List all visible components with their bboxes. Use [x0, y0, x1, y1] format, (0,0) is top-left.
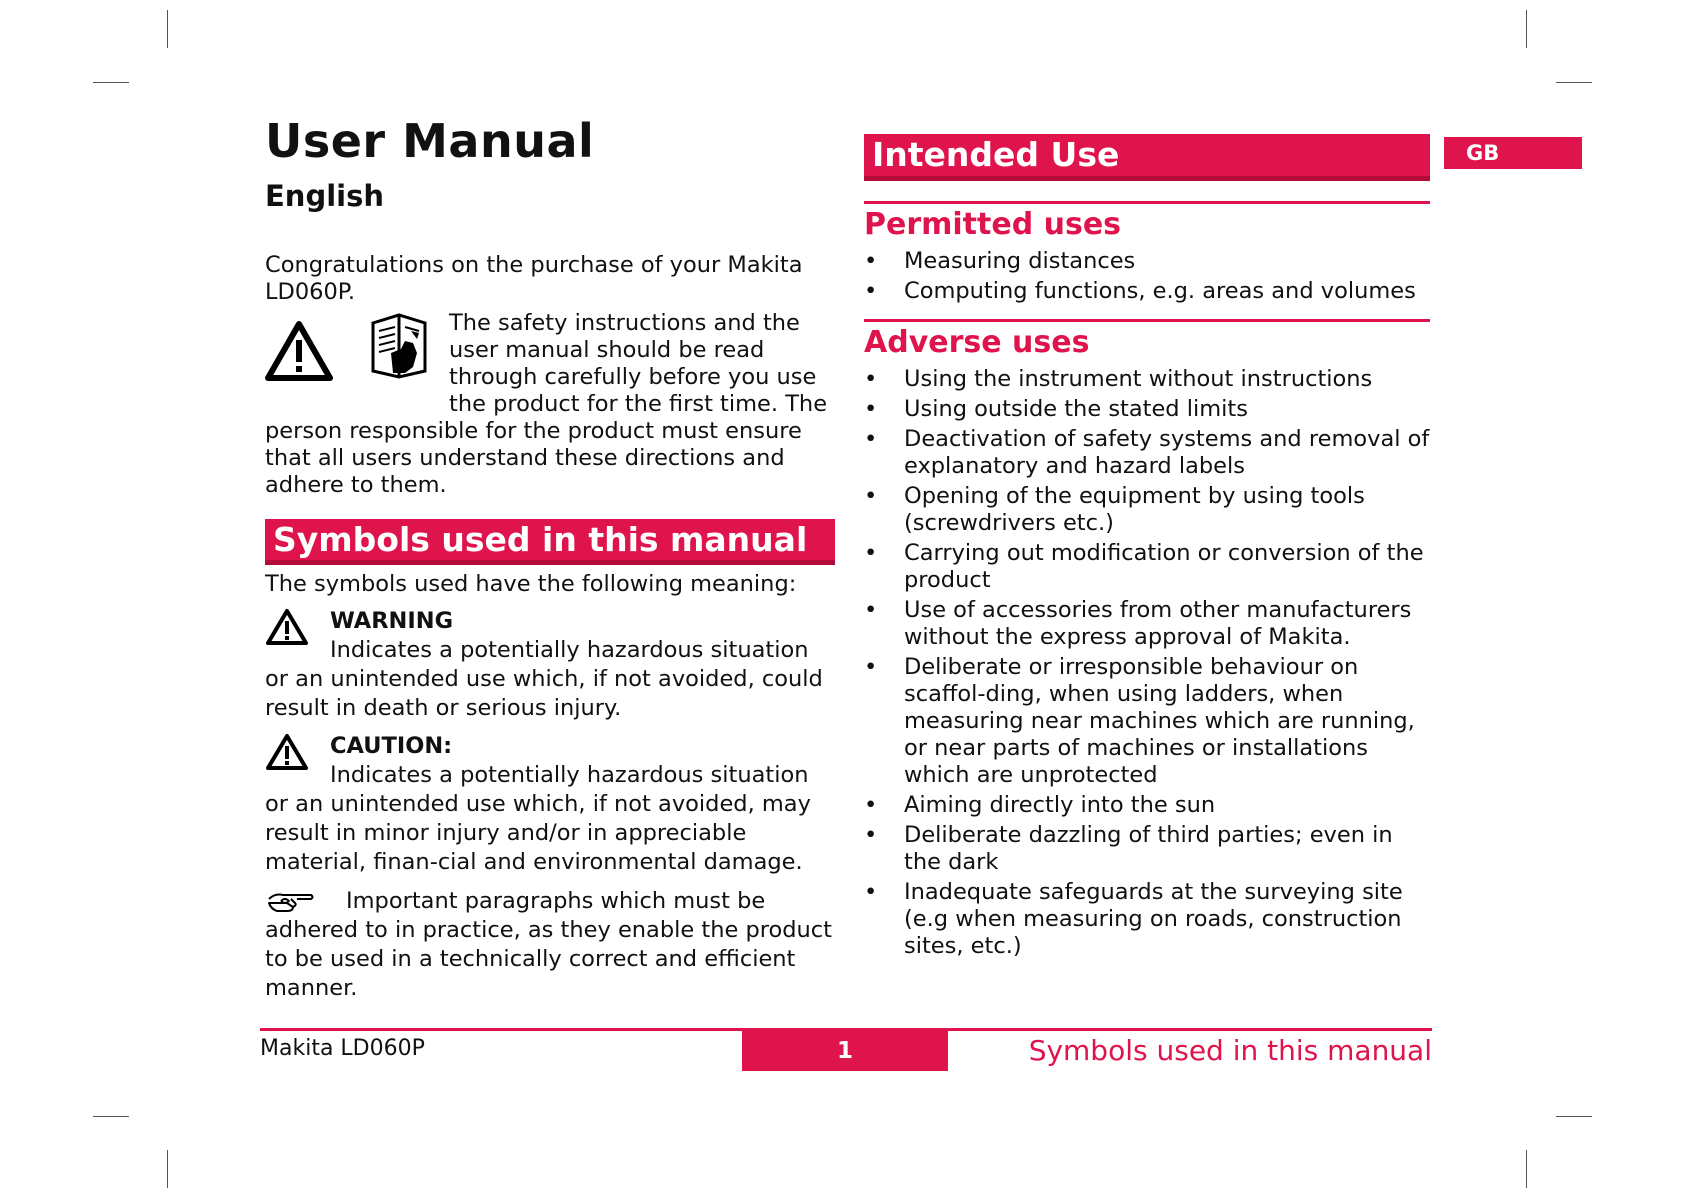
list-item: • Deliberate dazzling of third parties; even in the dark	[864, 822, 1430, 876]
language-tab: GB	[1444, 137, 1582, 169]
list-item: • Inadequate safeguards at the surveying site (e.g when measuring on roads, construction sites, etc.)	[864, 879, 1430, 960]
section-divider	[864, 319, 1430, 322]
symbols-intro: The symbols used have the following meaning:	[265, 571, 797, 597]
list-item: • Aiming directly into the sun	[864, 792, 1430, 819]
right-column	[864, 134, 1430, 963]
permitted-uses-list	[864, 248, 1430, 305]
footer-section-title: Symbols used in this manual	[1028, 1034, 1432, 1067]
intro-congrats: Congratulations on the purchase of your Makita LD060P.	[265, 252, 803, 305]
list-item: • Carrying out modification or conversion of the product	[864, 540, 1430, 594]
list-item: • Using the instrument without instructions	[864, 366, 1430, 393]
safety-instructions-text: The safety instructions and the user manual should be read through carefully before you use the product for the first time. The	[449, 310, 828, 417]
list-item: • Computing functions, e.g. areas and volumes	[864, 278, 1430, 305]
list-item: • Opening of the equipment by using tools (screwdrivers etc.)	[864, 483, 1430, 537]
list-item: • Use of accessories from other manufacturers without the express approval of Makita.	[864, 597, 1430, 651]
adverse-uses-list	[864, 366, 1430, 960]
symbols-section-heading: Symbols used in this manual	[265, 519, 835, 565]
language-subtitle: English	[265, 179, 385, 213]
crop-mark	[93, 82, 129, 83]
note-text: Important paragraphs which must be adhered to in practice, as they enable the product to be used in a technically correct and efficient manner.	[265, 888, 832, 1001]
caution-block	[265, 731, 835, 877]
list-item: • Deliberate or irresponsible behaviour on scaffol-ding, when using ladders, when measuring near machines which are running, or near parts of machines or installations which are unprotected	[864, 654, 1430, 789]
warning-icon	[265, 608, 309, 646]
footer-product: Makita LD060P	[260, 1036, 425, 1061]
crop-mark	[1526, 1150, 1527, 1188]
list-item: • Using outside the stated limits	[864, 396, 1430, 423]
crop-mark	[167, 1150, 168, 1188]
left-column	[265, 112, 835, 1003]
crop-mark	[1526, 10, 1527, 48]
note-block	[265, 887, 835, 1003]
caution-label: CAUTION:	[330, 733, 453, 759]
pointing-hand-icon	[267, 889, 315, 913]
crop-mark	[93, 1116, 129, 1117]
warning-label: WARNING	[330, 608, 454, 634]
adverse-uses-heading: Adverse uses	[864, 325, 1090, 360]
safety-icons-block	[265, 310, 835, 418]
crop-mark	[1556, 82, 1592, 83]
list-item: • Measuring distances	[864, 248, 1430, 275]
page-title: User Manual	[265, 114, 595, 168]
read-manual-book-icon	[365, 311, 437, 379]
intended-use-heading: Intended Use	[864, 134, 1430, 181]
warning-block	[265, 606, 835, 723]
warning-triangle-icon	[265, 320, 333, 382]
responsibility-text: person responsible for the product must ensure that all users understand these directions and adhere to them.	[265, 418, 802, 498]
page-number: 1	[742, 1031, 948, 1071]
crop-mark	[167, 10, 168, 48]
caution-text: Indicates a potentially hazardous situation or an unintended use which, if not avoided, may result in minor injury and/or in appreciable material, finan-cial and environmental damage.	[265, 762, 811, 875]
warning-text: Indicates a potentially hazardous situation or an unintended use which, if not avoided, could result in death or serious injury.	[265, 637, 823, 721]
caution-icon	[265, 733, 309, 771]
crop-mark	[1556, 1116, 1592, 1117]
permitted-uses-heading: Permitted uses	[864, 207, 1122, 242]
list-item: • Deactivation of safety systems and removal of explanatory and hazard labels	[864, 426, 1430, 480]
section-divider	[864, 201, 1430, 204]
